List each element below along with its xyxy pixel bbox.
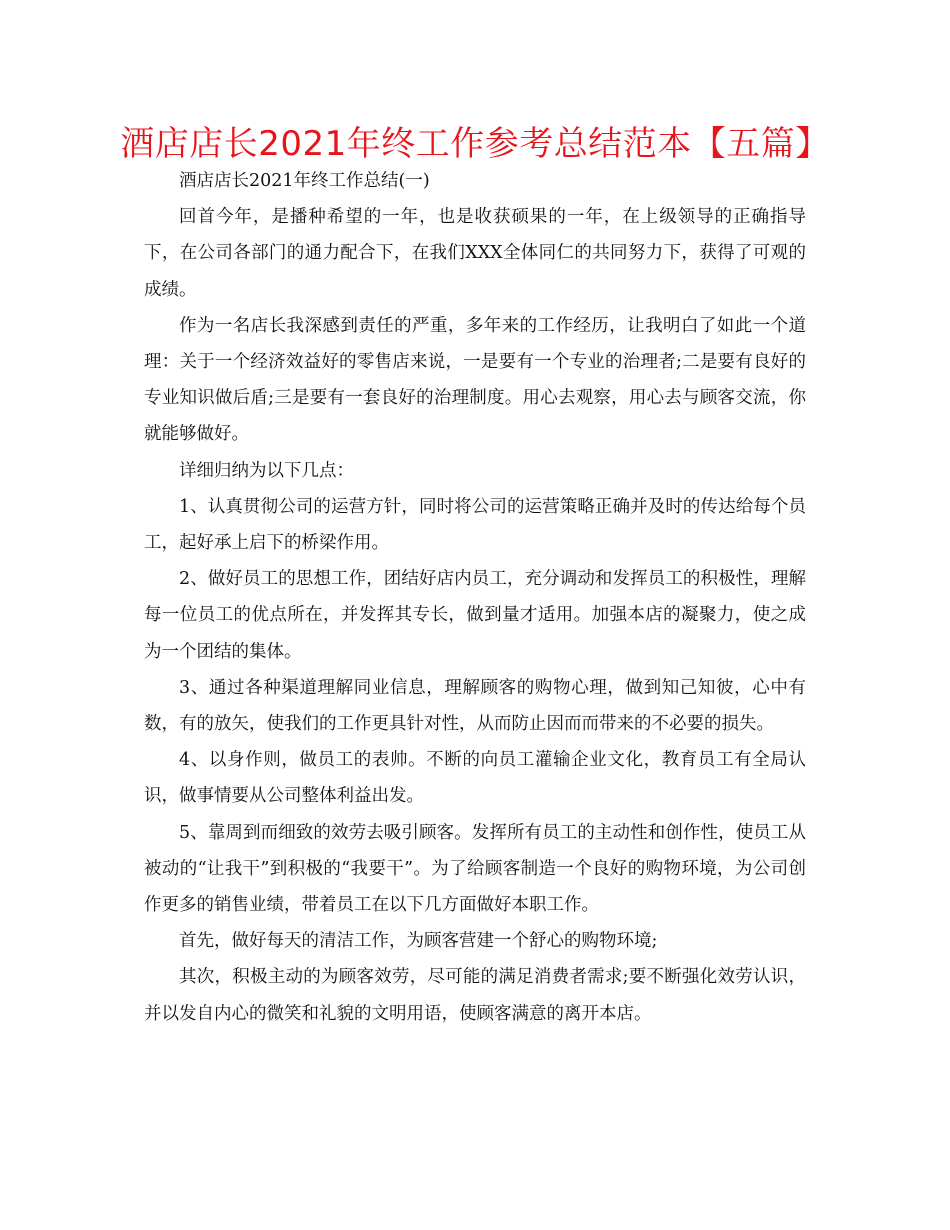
paragraph: 作为一名店长我深感到责任的严重，多年来的工作经历，让我明白了如此一个道理：关于一个经济效益好的零售店来说，一是要有一个专业的治理者;二是要有良好的专业知识做后盾;三是要有一套良好的治理制度。用心去观察，用心去与顾客交流，你就能够做好。 xyxy=(144,315,806,445)
paragraph: 2、做好员工的思想工作，团结好店内员工，充分调动和发挥员工的积极性，理解每一位员工的优点所在，并发挥其专长，做到量才适用。加强本店的凝聚力，使之成为一个团结的集体。 xyxy=(144,569,806,662)
document-body xyxy=(144,163,806,1032)
paragraph: 首先，做好每天的清洁工作，为顾客营建一个舒心的购物环境; xyxy=(179,931,658,952)
paragraph: 回首今年，是播种希望的一年，也是收获硕果的一年，在上级领导的正确指导下，在公司各部门的通力配合下，在我们XXX全体同仁的共同努力下，获得了可观的成绩。 xyxy=(144,207,806,300)
paragraph: 其次，积极主动的为顾客效劳，尽可能的满足消费者需求;要不断强化效劳认识，并以发自内心的微笑和礼貌的文明用语，使顾客满意的离开本店。 xyxy=(144,967,806,1024)
document-title: 酒店店长2021年终工作参考总结范本【五篇】 xyxy=(120,124,830,164)
paragraph: 4、以身作则，做员工的表帅。不断的向员工灌输企业文化，教育员工有全局认识，做事情要从公司整体利益出发。 xyxy=(144,750,806,807)
paragraph: 3、通过各种渠道理解同业信息，理解顾客的购物心理，做到知己知彼，心中有数，有的放矢，使我们的工作更具针对性，从而防止因而而带来的不必要的损失。 xyxy=(144,677,806,735)
paragraph: 1、认真贯彻公司的运营方针，同时将公司的运营策略正确并及时的传达给每个员工，起好承上启下的桥梁作用。 xyxy=(144,496,806,554)
paragraph: 详细归纳为以下几点： xyxy=(179,460,354,481)
paragraph: 5、靠周到而细致的效劳去吸引顾客。发挥所有员工的主动性和创作性，使员工从被动的“让我干”到积极的“我要干”。为了给顾客制造一个良好的购物环境，为公司创作更多的销售业绩，带着员工在以下几方面做好本职工作。 xyxy=(144,822,806,916)
section-subtitle: 酒店店长2021年终工作总结(一) xyxy=(179,171,430,191)
